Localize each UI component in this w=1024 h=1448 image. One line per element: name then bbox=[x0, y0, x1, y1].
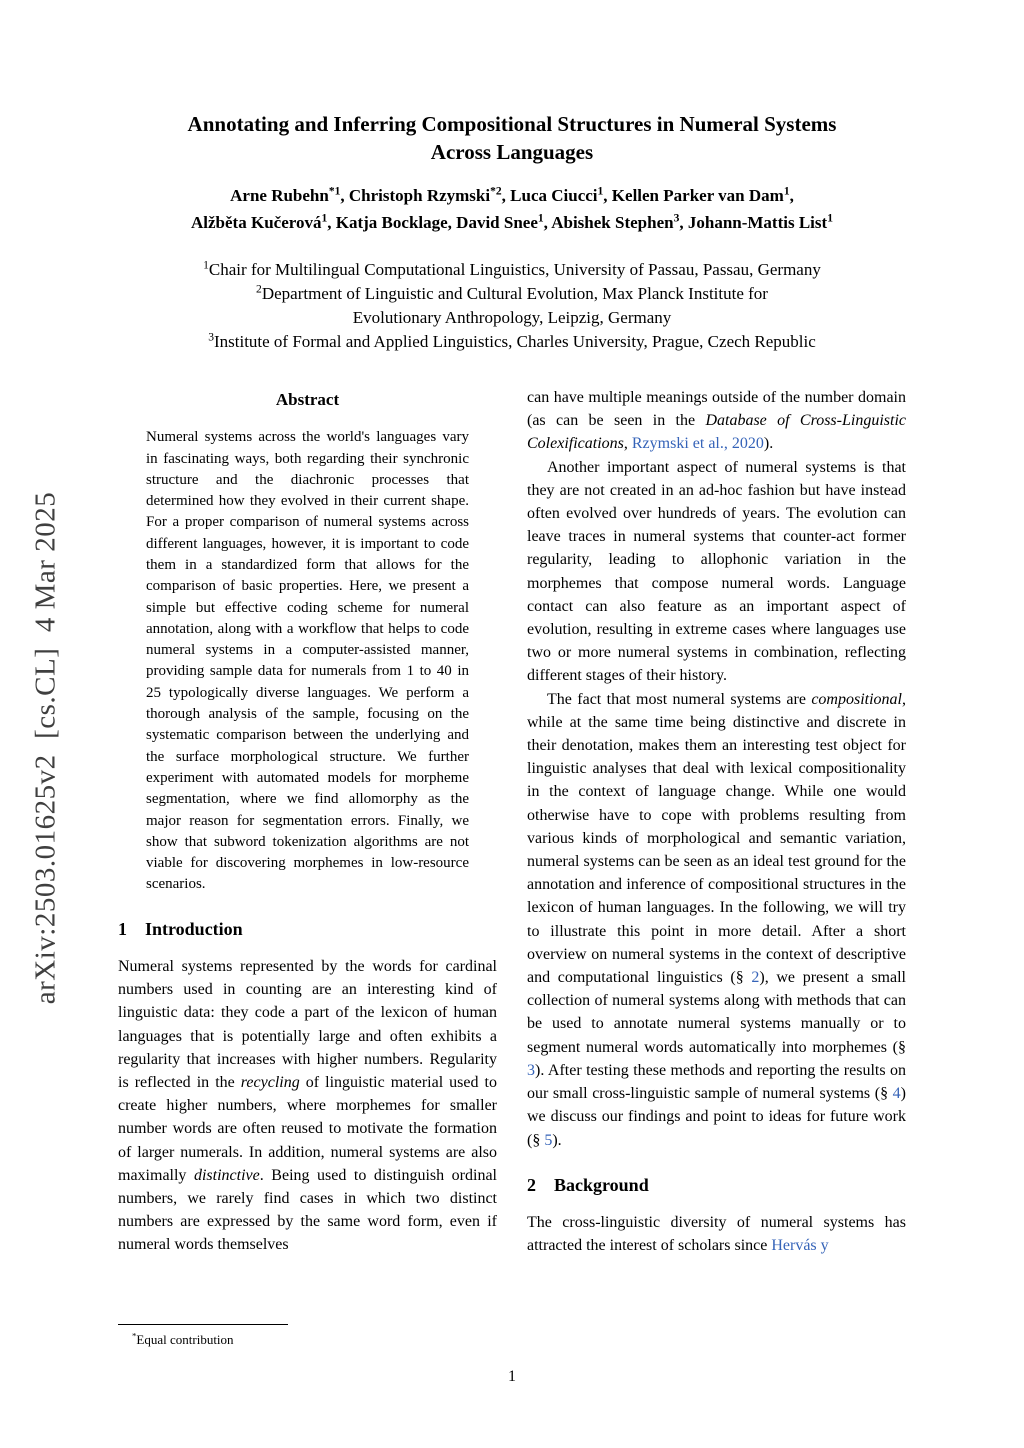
affiliation-block bbox=[118, 258, 906, 354]
inline-link[interactable]: Hervás y bbox=[771, 1237, 829, 1255]
intro-paragraph: Numeral systems represented by the words for cardinal numbers used in counting are an interesting kind of linguistic data: they code a part of the lexicon of human languages that is potentially large and often exhibits a regularity that increases with higher numbers. Regularity is reflected in the recycling of linguistic material used to create higher numbers, where morphemes for smaller number words are often reused to motivate the formation of larger numerals. In addition, numeral systems are also maximally distinctive. Being used to distinguish ordinal numbers, we rarely find cases in which two distinct numbers are expressed by the same word form, even if numeral words themselves bbox=[118, 957, 498, 1254]
paragraph-continuation: can have multiple meanings outside of the number domain (as can be seen in the Database of Cross-Linguistic Colexifications, Rzymski et al., 2020). bbox=[527, 389, 906, 453]
footnote-rule bbox=[118, 1324, 288, 1325]
inline-link[interactable]: 5 bbox=[544, 1131, 553, 1149]
section-2-heading bbox=[527, 1174, 906, 1197]
title-line-2: Across Languages bbox=[430, 140, 594, 164]
inline-link[interactable]: 4 bbox=[892, 1085, 901, 1103]
inline-link[interactable]: 2 bbox=[751, 969, 760, 987]
author-line-2: Alžběta Kučerová$^1$, Katja Bocklage, David Snee$^1$, Abishek Stephen$^3$, Johann-Mattis List$^1$ bbox=[191, 211, 833, 232]
paper-content bbox=[118, 0, 906, 1348]
affiliation-line-3: Evolutionary Anthropology, Leipzig, Germany bbox=[352, 308, 672, 327]
section-2-title: Background bbox=[554, 1174, 649, 1195]
inline-link[interactable]: Rzymski et al., 2020 bbox=[631, 435, 764, 453]
inline-link[interactable]: 3 bbox=[527, 1061, 535, 1079]
section-1-heading bbox=[118, 918, 497, 941]
affiliation-line-2: $^2$Department of Linguistic and Cultural Evolution, Max Planck Institute for bbox=[256, 282, 768, 303]
abstract-heading: Abstract bbox=[275, 390, 340, 409]
paragraph-evolution: Another important aspect of numeral systems is that they are not created in an ad-hoc fashion but have instead often evolved over hundreds of years. The evolution can leave traces in numeral systems that counter-act former regularity, leading to allophonic variation in the morphemes that compose numeral words. Language contact can also feature as an important aspect of evolution, resulting in extreme cases where languages use two or more numeral systems in combination, reflecting different stages of their history. bbox=[527, 458, 906, 685]
arxiv-stamp: arXiv:2503.01625v2 [cs.CL] 4 Mar 2025 bbox=[29, 491, 62, 1005]
abstract-text: Numeral systems across the world's languages vary in fascinating ways, both regarding their synchronic structure and the diachronic processes that determined how they evolved in their current shape. For a proper comparison of numeral systems across different languages, however, it is important to code them in a standardized form that allows for the comparison of basic properties. Here, we present a simple but effective coding scheme for numeral annotation, along with a workflow that helps to code numeral systems in a computer-assisted manner, providing sample data for numerals from 1 to 40 in 25 typologically diverse languages. We perform a thorough analysis of the sample, focusing on the systematic comparison between the underlying and the surface morphological structure. We further experiment with automated models for morpheme segmentation, where we find allomorphy as the major reason for segmentation errors. Finally, we show that subword tokenization algorithms are not viable for discovering morphemes in low-resource scenarios. bbox=[146, 429, 469, 893]
right-column bbox=[527, 386, 906, 1348]
section-1-number: 1 bbox=[118, 918, 127, 939]
paragraph-background: The cross-linguistic diversity of numeral systems has attracted the interest of scholars since Hervás y bbox=[527, 1213, 906, 1255]
section-1-title: Introduction bbox=[145, 918, 243, 939]
author-block bbox=[118, 182, 906, 236]
footnote-equal-contribution: *Equal contribution bbox=[132, 1330, 234, 1347]
left-column bbox=[118, 386, 497, 1348]
author-line-1: Arne Rubehn$^{*1}$, Christoph Rzymski$^{*2}$, Luca Ciucci$^1$, Kellen Parker van Dam$^1$, bbox=[230, 184, 794, 205]
two-column-body bbox=[118, 386, 906, 1348]
title-line-1: Annotating and Inferring Compositional Structures in Numeral Systems bbox=[187, 112, 837, 136]
page-number: 1 bbox=[508, 1368, 516, 1385]
footnote-block bbox=[118, 1324, 497, 1348]
affiliation-line-4: $^3$Institute of Formal and Applied Linguistics, Charles University, Prague, Czech Republic bbox=[208, 330, 816, 351]
paragraph-compositional: The fact that most numeral systems are compositional, while at the same time being distinctive and discrete in their denotation, makes them an interesting test object for linguistic analyses that deal with lexical compositionality in the context of language change. While one would otherwise have to cope with problems resulting from various kinds of morphological and semantic variation, numeral systems can be seen as an ideal test ground for the annotation and inference of compositional structures in the lexicon of human languages. In the following, we will try to illustrate this point in more detail. After a short overview on numeral systems in the context of descriptive and computational linguistics (§ 2), we present a small collection of numeral systems along with methods that can be used to annotate numeral systems manually or to segment numeral words automatically into morphemes (§ 3). After testing these methods and reporting the results on our small cross-linguistic sample of numeral systems (§ 4) we discuss our findings and point to ideas for future work (§ 5). bbox=[527, 690, 906, 1149]
section-2-number: 2 bbox=[527, 1174, 536, 1195]
paper-title bbox=[118, 110, 906, 166]
affiliation-line-1: $^1$Chair for Multilingual Computational Linguistics, University of Passau, Passau, Germany bbox=[203, 258, 821, 279]
